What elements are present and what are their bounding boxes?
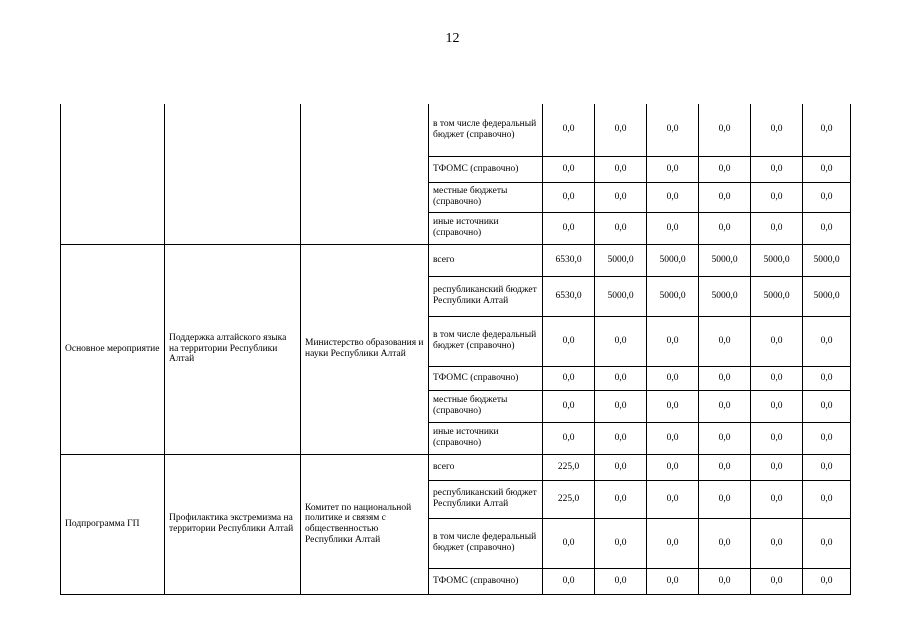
amount-cell: 0,0 [647,366,699,390]
amount-cell: 225,0 [543,454,595,480]
amount-cell: 0,0 [699,518,751,568]
amount-cell: 0,0 [751,390,803,422]
funding-source-cell: республиканский бюджет Республики Алтай [429,276,543,316]
amount-cell: 0,0 [647,422,699,454]
funding-source-cell: ТФОМС (справочно) [429,366,543,390]
funding-source-cell: ТФОМС (справочно) [429,568,543,594]
amount-cell: 0,0 [543,156,595,182]
amount-cell: 0,0 [543,390,595,422]
amount-cell: 5000,0 [647,276,699,316]
amount-cell: 0,0 [751,454,803,480]
amount-cell: 0,0 [543,518,595,568]
amount-cell: 0,0 [803,156,851,182]
amount-cell: 0,0 [647,390,699,422]
amount-cell: 0,0 [751,480,803,518]
amount-cell: 0,0 [647,316,699,366]
page-number: 12 [445,31,460,46]
amount-cell: 0,0 [803,480,851,518]
amount-cell: 0,0 [699,480,751,518]
amount-cell: 0,0 [543,182,595,212]
amount-cell: 0,0 [803,182,851,212]
amount-cell: 0,0 [595,422,647,454]
amount-cell: 0,0 [751,422,803,454]
funding-source-cell: всего [429,454,543,480]
funding-source-cell: в том числе федеральный бюджет (справочно) [429,316,543,366]
amount-cell: 0,0 [803,422,851,454]
amount-cell: 6530,0 [543,276,595,316]
amount-cell: 0,0 [699,366,751,390]
amount-cell: 0,0 [699,454,751,480]
amount-cell: 0,0 [595,390,647,422]
amount-cell: 0,0 [543,422,595,454]
amount-cell: 0,0 [699,156,751,182]
amount-cell: 0,0 [751,568,803,594]
funding-source-cell: в том числе федеральный бюджет (справочно) [429,518,543,568]
amount-cell: 0,0 [699,104,751,156]
funding-source-cell: ТФОМС (справочно) [429,156,543,182]
amount-cell: 0,0 [803,390,851,422]
amount-cell: 0,0 [647,518,699,568]
amount-cell: 0,0 [543,366,595,390]
amount-cell: 0,0 [595,568,647,594]
amount-cell: 6530,0 [543,244,595,276]
funding-source-cell: иные источники (справочно) [429,212,543,244]
amount-cell: 0,0 [543,568,595,594]
funding-source-cell: местные бюджеты (справочно) [429,182,543,212]
amount-cell: 0,0 [751,518,803,568]
amount-cell: 0,0 [803,212,851,244]
amount-cell: 0,0 [543,316,595,366]
amount-cell: 5000,0 [595,276,647,316]
amount-cell: 0,0 [751,104,803,156]
amount-cell: 5000,0 [803,276,851,316]
table-row [61,104,851,156]
funding-source-cell: в том числе федеральный бюджет (справочно) [429,104,543,156]
amount-cell: 0,0 [647,104,699,156]
measure-name-cell [165,104,301,244]
amount-cell: 0,0 [751,156,803,182]
amount-cell: 0,0 [595,212,647,244]
funding-source-cell: всего [429,244,543,276]
amount-cell: 5000,0 [699,244,751,276]
amount-cell: 0,0 [699,568,751,594]
amount-cell: 0,0 [803,316,851,366]
measure-name-cell: Профилактика экстремизма на территории Республики Алтай [165,454,301,594]
amount-cell: 0,0 [595,156,647,182]
measure-type-cell: Подпрограмма ГП [61,454,165,594]
funding-source-cell: республиканский бюджет Республики Алтай [429,480,543,518]
executor-cell [301,104,429,244]
amount-cell: 0,0 [647,454,699,480]
amount-cell: 5000,0 [647,244,699,276]
amount-cell: 225,0 [543,480,595,518]
amount-cell: 0,0 [595,104,647,156]
measure-type-cell: Основное мероприятие [61,244,165,454]
amount-cell: 0,0 [699,390,751,422]
amount-cell: 0,0 [751,212,803,244]
amount-cell: 0,0 [647,480,699,518]
amount-cell: 0,0 [699,316,751,366]
amount-cell: 5000,0 [751,276,803,316]
amount-cell: 0,0 [595,182,647,212]
funding-source-cell: иные источники (справочно) [429,422,543,454]
amount-cell: 0,0 [751,366,803,390]
measure-name-cell: Поддержка алтайского языка на территории Республики Алтай [165,244,301,454]
amount-cell: 5000,0 [751,244,803,276]
amount-cell: 0,0 [803,454,851,480]
funding-source-cell: местные бюджеты (справочно) [429,390,543,422]
amount-cell: 0,0 [699,182,751,212]
measure-type-cell [61,104,165,244]
amount-cell: 0,0 [751,316,803,366]
amount-cell: 0,0 [803,104,851,156]
amount-cell: 0,0 [647,568,699,594]
amount-cell: 0,0 [595,518,647,568]
amount-cell: 0,0 [751,182,803,212]
amount-cell: 0,0 [595,480,647,518]
amount-cell: 0,0 [699,422,751,454]
amount-cell: 0,0 [595,454,647,480]
amount-cell: 0,0 [595,366,647,390]
table-row [61,244,851,276]
amount-cell: 5000,0 [595,244,647,276]
amount-cell: 0,0 [647,212,699,244]
executor-cell: Министерство образования и науки Республики Алтай [301,244,429,454]
amount-cell: 5000,0 [699,276,751,316]
amount-cell: 0,0 [803,568,851,594]
amount-cell: 0,0 [543,104,595,156]
amount-cell: 0,0 [647,182,699,212]
amount-cell: 0,0 [595,316,647,366]
amount-cell: 0,0 [543,212,595,244]
amount-cell: 5000,0 [803,244,851,276]
amount-cell: 0,0 [647,156,699,182]
table-row [61,454,851,480]
amount-cell: 0,0 [699,212,751,244]
executor-cell: Комитет по национальной политике и связям с общественностью Республики Алтай [301,454,429,594]
amount-cell: 0,0 [803,518,851,568]
budget-table [60,104,851,595]
amount-cell: 0,0 [803,366,851,390]
